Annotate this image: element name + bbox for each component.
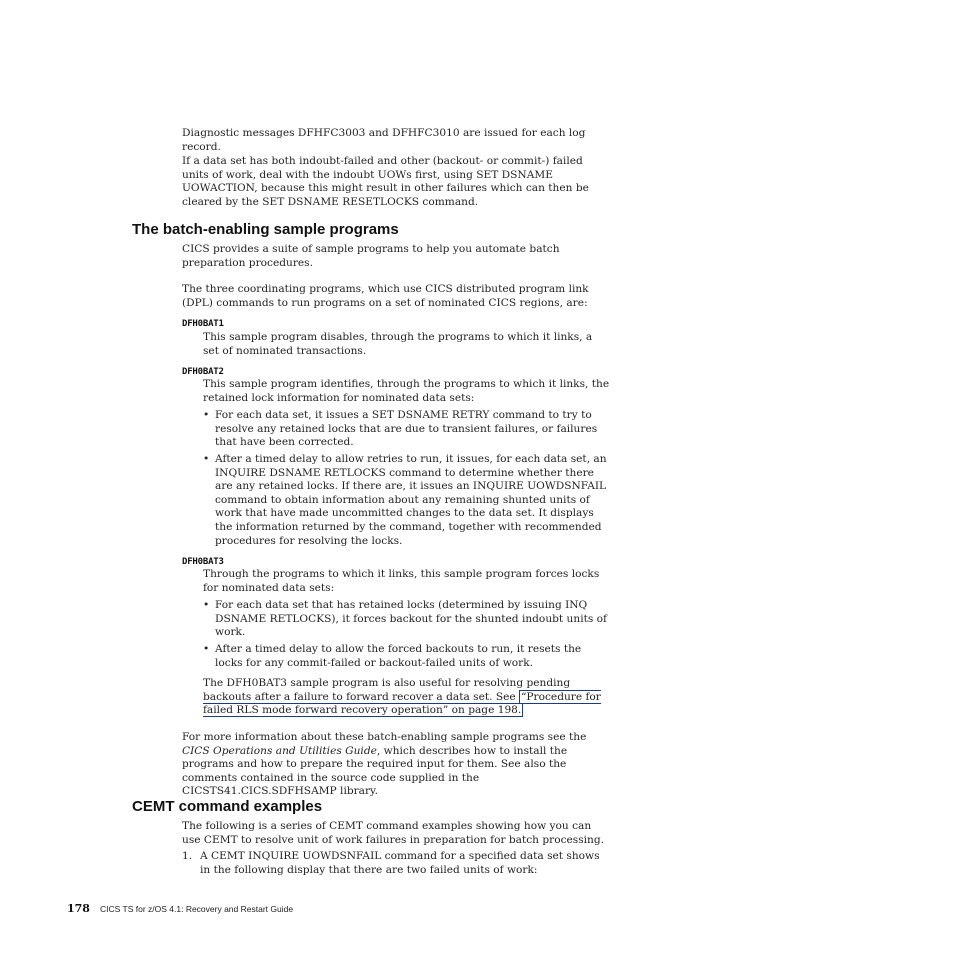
term-dfh0bat2: DFH0BAT2 [182,367,224,377]
term-dfh0bat1: DFH0BAT1 [182,319,224,329]
more-info-text-rest: , which describes how to install the programs and how to prepare the required input for them. See also the comments contained in the source code supplied in the CICSTS41.CICS.SDFHSAMP library. [182,744,568,798]
paragraph-coordinating-programs: The three coordinating programs, which use CICS distributed program link (DPL) commands to run programs on a set of nominated CICS regions, are: [182,283,589,309]
procedure-link[interactable]: “Procedure for failed RLS mode forward recovery operation” on page 198. [203,690,601,717]
term-dfh0bat3: DFH0BAT3 [182,557,224,567]
paragraph-cics-suite: CICS provides a suite of sample programs to help you automate batch preparation procedures. [182,243,560,269]
paragraph-more-info [182,731,612,799]
list-item-inquire-retlocks: After a timed delay to allow retries to run, it issues, for each data set, an INQUIRE DSNAME RETLOCKS command to determine whether there are any retained locks. If there are, it issues an INQUIRE UOWDSNFAIL command to obtain information about any remaining shunted units of work that have made uncommitted changes to the data set. It displays the information returned by the command, together with recommended procedures for resolving the locks. [215,453,607,547]
bullet-marker: • [203,453,210,465]
paragraph-diagnostic-messages: Diagnostic messages DFHFC3003 and DFHFC3010 are issued for each log record. [182,127,586,153]
list-item-forces-backout: For each data set that has retained locks (determined by issuing INQ DSNAME RETLOCKS), it forces backout for the shunted indoubt units of work. [215,599,607,639]
more-info-text: For more information about these batch-enabling sample programs see the [182,731,587,743]
section-heading-batch-enabling: The batch-enabling sample programs [132,221,399,238]
book-title: CICS Operations and Utilities Guide [182,744,377,757]
page-number: 178 [67,902,90,915]
list-item-set-dsname-retry: For each data set, it issues a SET DSNAME RETRY command to try to resolve any retained locks that are due to transient failures, or failures that have been corrected. [215,409,598,449]
paragraph-cemt-intro: The following is a series of CEMT command examples showing how you can use CEMT to resolve unit of work failures in preparation for batch processing. [182,820,605,846]
definition-dfh0bat3: Through the programs to which it links, this sample program forces locks for nominated data sets: [203,568,600,594]
paragraph-indoubt-failed: If a data set has both indoubt-failed and other (backout- or commit-) failed units of work, deal with the indoubt UOWs first, using SET DSNAME UOWACTION, because this might result in other failures which can then be cleared by the SET DSNAME RESETLOCKS command. [182,155,589,208]
bat3-note-text: The DFH0BAT3 sample program is also useful for resolving pending backouts after a failure to forward recover a data set. See [203,677,571,703]
definition-dfh0bat2: This sample program identifies, through the programs to which it links, the retained lock information for nominated data sets: [203,378,610,404]
section-heading-cemt-examples: CEMT command examples [132,798,323,815]
definition-dfh0bat1: This sample program disables, through the programs to which it links, a set of nominated transactions. [203,331,593,357]
bullet-marker: • [203,409,210,421]
list-item-resets-locks: After a timed delay to allow the forced backouts to run, it resets the locks for any commit-failed or backout-failed units of work. [215,643,582,669]
footer-title: CICS TS for z/OS 4.1: Recovery and Restart Guide [100,904,294,914]
step-number: 1. [182,850,193,862]
paragraph-bat3-note [203,677,611,718]
step-1-text: A CEMT INQUIRE UOWDSNFAIL command for a specified data set shows in the following display that there are two failed units of work: [200,850,600,876]
bullet-marker: • [203,643,210,655]
bullet-marker: • [203,599,210,611]
